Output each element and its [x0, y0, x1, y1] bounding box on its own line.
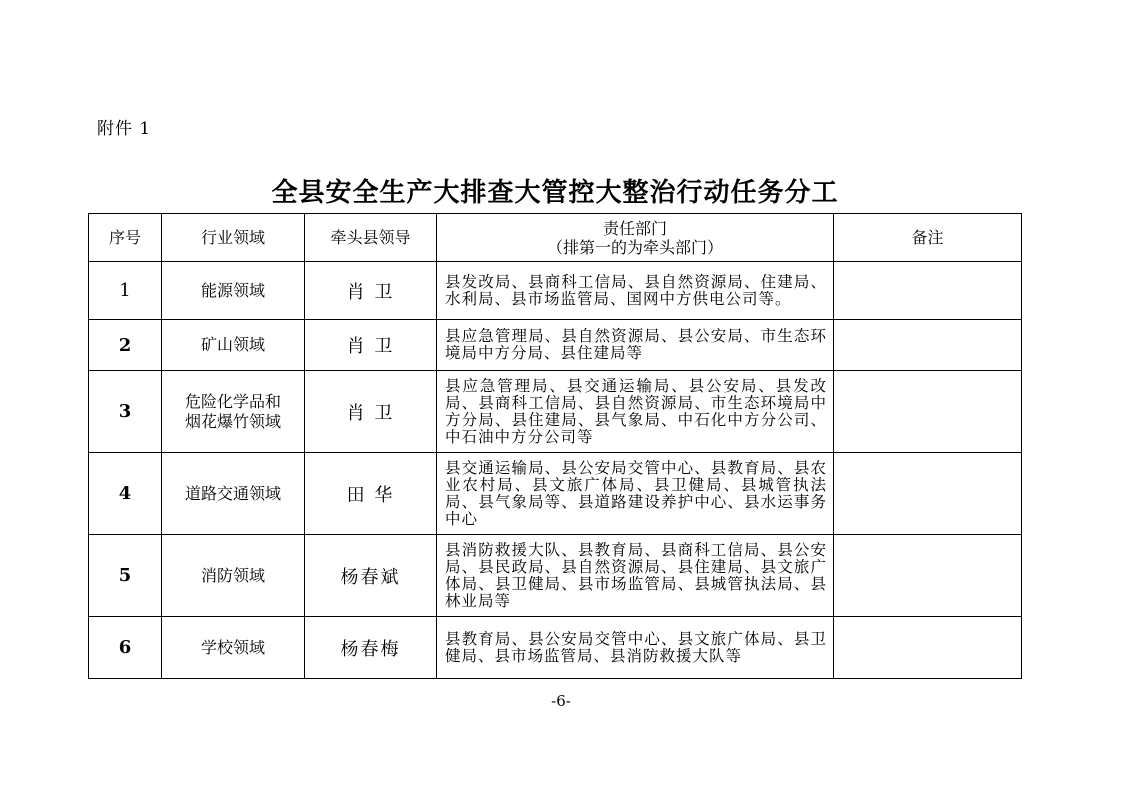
row-leader: 肖 卫	[305, 371, 437, 453]
row-no: 3	[89, 371, 162, 453]
row-note	[834, 535, 1022, 617]
row-field-line: 消防领域	[200, 565, 265, 585]
row-no: 5	[89, 535, 162, 617]
row-field-line: 矿山领域	[200, 335, 265, 354]
table-row	[89, 453, 1022, 535]
header-dept-title: 责任部门	[602, 218, 667, 238]
row-field	[162, 535, 305, 617]
row-leader: 杨春梅	[305, 617, 437, 679]
row-field	[162, 320, 305, 371]
row-field-line: 道路交通领域	[184, 483, 281, 503]
header-dept-note: （排第一的为牵头部门）	[546, 237, 723, 257]
row-note	[834, 320, 1022, 371]
header-no: 序号	[89, 214, 162, 262]
row-no: 1	[89, 262, 162, 320]
row-leader: 田 华	[305, 453, 437, 535]
row-field-line: 烟花爆竹领域	[184, 411, 281, 431]
row-field-line: 学校领域	[200, 637, 265, 657]
table-row	[89, 371, 1022, 453]
task-table	[88, 213, 1022, 679]
table-header-row	[89, 214, 1022, 262]
row-dept: 县教育局、县公安局交管中心、县文旅广体局、县卫健局、县市场监管局、县消防救援大队等	[437, 617, 834, 679]
row-field-line: 能源领域	[200, 280, 265, 300]
row-field	[162, 371, 305, 453]
header-field: 行业领域	[162, 214, 305, 262]
row-field-line: 危险化学品和	[184, 391, 281, 411]
row-note	[834, 617, 1022, 679]
row-field	[162, 617, 305, 679]
row-dept: 县应急管理局、县交通运输局、县公安局、县发改局、县商科工信局、县自然资源局、市生态环境局中方分局、县住建局、县气象局、中石化中方分公司、中石油中方分公司等	[437, 371, 834, 453]
attachment-label: 附件 1	[97, 119, 152, 139]
row-dept: 县交通运输局、县公安局交管中心、县教育局、县农业农村局、县文旅广体局、县卫健局、县城管执法局、县气象局等、县道路建设养护中心、县水运事务中心	[437, 453, 834, 535]
row-note	[834, 453, 1022, 535]
row-leader: 杨春斌	[305, 535, 437, 617]
header-leader: 牵头县领导	[305, 214, 437, 262]
row-leader: 肖 卫	[305, 320, 437, 371]
document-title: 全县安全生产大排查大管控大整治行动任务分工	[271, 178, 839, 208]
row-no: 4	[89, 453, 162, 535]
row-dept: 县消防救援大队、县教育局、县商科工信局、县公安局、县民政局、县自然资源局、县住建局、县文旅广体局、县卫健局、县市场监管局、县城管执法局、县林业局等	[437, 535, 834, 617]
row-no: 6	[89, 617, 162, 679]
table-row	[89, 320, 1022, 371]
row-note	[834, 262, 1022, 320]
header-dept	[437, 214, 834, 262]
row-leader: 肖 卫	[305, 262, 437, 320]
page-number: -6-	[551, 692, 571, 710]
row-note	[834, 371, 1022, 453]
table-row	[89, 262, 1022, 320]
row-field	[162, 262, 305, 320]
table-row	[89, 617, 1022, 679]
row-field	[162, 453, 305, 535]
table-row	[89, 535, 1022, 617]
row-dept: 县应急管理局、县自然资源局、县公安局、市生态环境局中方分局、县住建局等	[437, 320, 834, 371]
row-dept: 县发改局、县商科工信局、县自然资源局、住建局、水利局、县市场监管局、国网中方供电公司等。	[437, 262, 834, 320]
row-no: 2	[89, 320, 162, 371]
header-note: 备注	[834, 214, 1022, 262]
